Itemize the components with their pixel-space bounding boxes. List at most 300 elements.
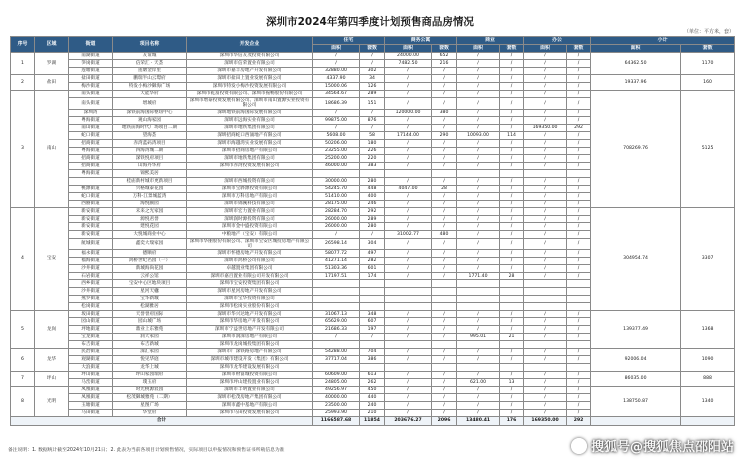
unit-note: （单位：平方米，套）	[683, 29, 734, 35]
apt-units: /	[432, 371, 457, 379]
apt-units: 380	[432, 109, 457, 117]
subtotal-area: 138750.87	[591, 386, 681, 416]
table-row	[11, 52, 735, 60]
subtotal-area: 64362.50	[591, 52, 681, 75]
district-cell: 光明	[35, 386, 69, 416]
header-subtotal: 小计	[591, 37, 735, 45]
apt-area: /	[385, 177, 432, 185]
developer-cell: 深圳市星河房地产开发有限公司	[187, 288, 313, 296]
apt-area: /	[385, 386, 432, 394]
street-cell: 布吉街道	[69, 341, 113, 349]
total-com-units: 176	[500, 417, 524, 426]
total-subtotal-units	[681, 417, 735, 426]
apt-units: /	[432, 318, 457, 326]
com-units: /	[500, 223, 524, 231]
developer-cell: 深圳市宝骅源投资有限公司	[187, 185, 313, 193]
subtotal-area: 92006.04	[591, 348, 681, 371]
res-area: 28284.70	[313, 208, 360, 216]
off-units: /	[567, 200, 591, 208]
res-units: 262	[360, 379, 385, 387]
street-cell: 松岗街道	[69, 303, 113, 311]
com-units	[500, 295, 524, 303]
project-cell: 锦熙美居	[113, 170, 187, 178]
res-area	[313, 280, 360, 288]
street-cell: 马峦街道	[69, 379, 113, 387]
off-area: /	[524, 265, 567, 273]
off-area: /	[524, 386, 567, 394]
project-cell: 园山城广场	[113, 318, 187, 326]
header-units: 套数	[681, 45, 735, 53]
off-area: /	[524, 75, 567, 83]
project-cell: 未来之光家园	[113, 208, 187, 216]
res-units: 704	[360, 348, 385, 356]
developer-cell: 深圳市信荣置业有限公司	[187, 60, 313, 68]
res-area: 17197.51	[313, 272, 360, 280]
com-units: /	[500, 139, 524, 147]
com-area: /	[457, 386, 500, 394]
com-area: /	[457, 394, 500, 402]
project-cell: 兴格城泰花园	[113, 185, 187, 193]
project-cell: 鸿桥世纪名园（一）	[113, 257, 187, 265]
developer-cell: 深圳市华丽股份有限公司、深圳市宝安区城投房地产有限公司	[187, 238, 313, 249]
off-area: /	[524, 401, 567, 409]
com-units: /	[500, 394, 524, 402]
apt-area: /	[385, 90, 432, 98]
off-area	[524, 363, 567, 371]
off-area: /	[524, 139, 567, 147]
project-cell: 鑫奕大瑞家园	[113, 238, 187, 249]
res-units: /	[360, 109, 385, 117]
com-area: /	[457, 257, 500, 265]
developer-cell: 深圳市宝华投资有限公司	[187, 295, 313, 303]
apt-area: 24000.00	[385, 52, 432, 60]
apt-area	[385, 170, 432, 178]
res-units: 280	[360, 223, 385, 231]
off-units: /	[567, 147, 591, 155]
apt-area	[385, 341, 432, 349]
off-area: /	[524, 379, 567, 387]
com-area: /	[457, 200, 500, 208]
total-label: 合计	[11, 417, 313, 426]
com-area: /	[457, 139, 500, 147]
com-area: /	[457, 326, 500, 334]
off-area: /	[524, 223, 567, 231]
row-no: 6	[11, 348, 35, 371]
total-apt-units: 2096	[432, 417, 457, 426]
res-units: /	[360, 231, 385, 239]
developer-cell: 深圳招商蛇口西涌地产有限公司	[187, 132, 313, 140]
apt-units: /	[432, 117, 457, 125]
res-area: 23500.00	[313, 401, 360, 409]
project-cell: 星河天樾	[113, 288, 187, 296]
developer-cell: 深圳市松茂房地产集团有限公司	[187, 394, 313, 402]
res-units: 174	[360, 272, 385, 280]
developer-cell: 深圳市乾富投资有限公司、深圳市振畅股份有限公司	[187, 90, 313, 98]
com-units: /	[500, 208, 524, 216]
total-off-units: 292	[567, 417, 591, 426]
off-units: /	[567, 401, 591, 409]
header-office: 办公	[524, 37, 591, 45]
project-cell: 龙华上城	[113, 363, 187, 371]
developer-cell: 深圳市远海实业有限公司	[187, 117, 313, 125]
com-units: /	[500, 238, 524, 249]
off-area	[524, 170, 567, 178]
res-units: 226	[360, 147, 385, 155]
street-cell: 南山街道	[69, 124, 113, 132]
res-area: 23255.00	[313, 147, 360, 155]
apt-units: /	[432, 310, 457, 318]
com-units: /	[500, 257, 524, 265]
apt-area: 4047.00	[385, 185, 432, 193]
com-area: /	[457, 52, 500, 60]
street-cell: 玉塘街道	[69, 401, 113, 409]
off-area: /	[524, 208, 567, 216]
developer-cell: 深圳市广深铁路房地产有限公司	[187, 348, 313, 356]
street-cell: 蛇口街道	[69, 193, 113, 201]
com-units	[500, 363, 524, 371]
res-units: 440	[360, 394, 385, 402]
total-res-units: 11854	[360, 417, 385, 426]
off-area: /	[524, 257, 567, 265]
com-units: /	[500, 356, 524, 364]
off-units: /	[567, 193, 591, 201]
subtotal-units: 1368	[681, 310, 735, 348]
street-cell: 招商街道	[69, 155, 113, 163]
com-units: /	[500, 67, 524, 75]
apt-area: /	[385, 356, 432, 364]
district-cell: 南山	[35, 90, 69, 208]
res-units	[360, 170, 385, 178]
res-area: 51303.36	[313, 265, 360, 273]
com-area: /	[457, 155, 500, 163]
off-units: /	[567, 215, 591, 223]
com-area: /	[457, 193, 500, 201]
footnote: 备注说明：1. 数据统计截至2024年10月21日；2. 此表为当前各项目计划预售情况，实际项目以申报情况和预售证书所载信息为准	[8, 448, 285, 453]
com-area: 1771.40	[457, 272, 500, 280]
res-units: /	[360, 333, 385, 341]
com-units: 114	[500, 132, 524, 140]
header-area: 面积	[457, 45, 500, 53]
apt-area: /	[385, 257, 432, 265]
res-units: 210	[360, 409, 385, 417]
com-units: /	[500, 386, 524, 394]
developer-cell: 深圳市万科房地产有限公司	[187, 193, 313, 201]
com-units: /	[500, 200, 524, 208]
off-area: /	[524, 272, 567, 280]
com-units: /	[500, 185, 524, 193]
apt-area: /	[385, 117, 432, 125]
res-area: 50206.00	[313, 139, 360, 147]
res-area: /	[313, 52, 360, 60]
off-units: /	[567, 356, 591, 364]
developer-cell: 深圳市海越湾实业发展有限公司	[187, 139, 313, 147]
developer-cell: 深圳市赤湾投资发展有限公司	[187, 162, 313, 170]
header-row-1	[11, 37, 735, 45]
subtotal-units: 1340	[681, 386, 735, 416]
developer-cell: 深圳市地铁集团有限公司	[187, 124, 313, 132]
off-units	[567, 295, 591, 303]
apt-units: /	[432, 250, 457, 258]
total-apt-area: 203676.27	[385, 417, 432, 426]
table-body	[11, 52, 735, 425]
total-com-area: 13480.41	[457, 417, 500, 426]
res-units: 126	[360, 82, 385, 90]
apt-area: 7482.50	[385, 60, 432, 68]
off-area: /	[524, 231, 567, 239]
com-area	[457, 280, 500, 288]
street-cell: 福永街道	[69, 250, 113, 258]
apt-area: 120000.00	[385, 109, 432, 117]
off-area	[524, 280, 567, 288]
street-cell: 招商街道	[69, 162, 113, 170]
off-area: /	[524, 394, 567, 402]
off-units: /	[567, 52, 591, 60]
res-area	[313, 288, 360, 296]
res-area: 18686.39	[313, 98, 360, 109]
apt-area: /	[385, 409, 432, 417]
res-area: 40000.00	[313, 394, 360, 402]
res-area: 15000.06	[313, 82, 360, 90]
res-area: 54245.70	[313, 185, 360, 193]
res-units	[360, 341, 385, 349]
subtotal-units: 888	[681, 371, 735, 386]
apt-units: /	[432, 75, 457, 83]
presale-table	[10, 36, 735, 426]
res-units: 246	[360, 200, 385, 208]
project-cell: 增城府	[113, 98, 187, 109]
res-units: 289	[360, 215, 385, 223]
com-area: /	[457, 401, 500, 409]
com-area	[457, 303, 500, 311]
off-area: /	[524, 185, 567, 193]
off-units: /	[567, 250, 591, 258]
developer-cell: 深圳市松岗实业股份有限公司	[187, 303, 313, 311]
off-units: /	[567, 333, 591, 341]
off-area	[524, 341, 567, 349]
off-area: /	[524, 310, 567, 318]
district-cell: 坪山	[35, 371, 69, 386]
project-cell: 地铁前海时代广场项目二期	[113, 124, 187, 132]
res-area: 30000.00	[313, 177, 360, 185]
off-area: /	[524, 177, 567, 185]
street-cell: 宝龙街道	[69, 333, 113, 341]
street-cell	[69, 177, 113, 185]
apt-units: 28	[432, 185, 457, 193]
res-area	[313, 341, 360, 349]
res-units: 151	[360, 98, 385, 109]
apt-units: /	[432, 200, 457, 208]
project-cell: 布吉新城	[113, 341, 187, 349]
res-units: 289	[360, 90, 385, 98]
project-cell: 松茂御城雅苑（二期）	[113, 394, 187, 402]
apt-area: /	[385, 333, 432, 341]
project-cell: 星图广场	[113, 401, 187, 409]
com-units: /	[500, 60, 524, 68]
com-units: /	[500, 401, 524, 409]
apt-units: 652	[432, 52, 457, 60]
developer-cell: 深圳市鑫中基地产有限公司	[187, 401, 313, 409]
watermark	[571, 436, 734, 455]
apt-units: /	[432, 82, 457, 90]
developer-cell: 深圳市华房地产开发有限公司	[187, 318, 313, 326]
com-units: /	[500, 310, 524, 318]
off-area: 169350.00	[524, 124, 567, 132]
com-area: /	[457, 231, 500, 239]
apt-area: /	[385, 147, 432, 155]
res-units: 197	[360, 326, 385, 334]
com-area: /	[457, 371, 500, 379]
project-cell: 松湖雅居	[113, 303, 187, 311]
off-units: /	[567, 185, 591, 193]
apt-units: /	[432, 139, 457, 147]
apt-units: /	[432, 98, 457, 109]
apt-units: /	[432, 386, 457, 394]
street-cell: 航城街道	[69, 238, 113, 249]
res-units: 450	[360, 386, 385, 394]
com-area	[457, 363, 500, 371]
street-cell: 南湖街道	[69, 52, 113, 60]
street-cell: 新安街道	[69, 223, 113, 231]
off-area: /	[524, 318, 567, 326]
developer-cell	[187, 170, 313, 178]
off-units: 292	[567, 124, 591, 132]
street-cell: 粤海街道	[69, 117, 113, 125]
project-cell: 深铁悦府项目	[113, 155, 187, 163]
developer-cell: 深圳市宏力置业有限公司	[187, 208, 313, 216]
off-units: /	[567, 132, 591, 140]
header-apartment: 商务公寓	[385, 37, 457, 45]
street-cell: 观湖街道	[69, 356, 113, 364]
res-units: 282	[360, 257, 385, 265]
subtotal-area: 708269.76	[591, 90, 681, 208]
sohu-logo-icon	[571, 438, 587, 454]
com-units: /	[500, 348, 524, 356]
res-area: 65629.00	[313, 318, 360, 326]
street-cell: 桃源街道	[69, 185, 113, 193]
off-area: /	[524, 147, 567, 155]
developer-cell: 卓越置业集团有限公司	[187, 265, 313, 273]
district-cell: 盐田	[35, 75, 69, 90]
apt-units: /	[432, 208, 457, 216]
com-area: /	[457, 67, 500, 75]
com-units: /	[500, 90, 524, 98]
street-cell: 粤海街道	[69, 147, 113, 155]
street-cell: 石岩街道	[69, 272, 113, 280]
off-units: /	[567, 409, 591, 417]
com-units: /	[500, 371, 524, 379]
com-area	[457, 341, 500, 349]
header-units: 套数	[567, 45, 591, 53]
street-cell: 沙井街道	[69, 288, 113, 296]
com-area: /	[457, 75, 500, 83]
res-units: 400	[360, 193, 385, 201]
apt-units: /	[432, 90, 457, 98]
developer-cell: 深圳市华兴达地产开发有限公司	[187, 310, 313, 318]
apt-units: 480	[432, 231, 457, 239]
com-area: /	[457, 124, 500, 132]
header-no: 序号	[11, 37, 35, 53]
off-units: /	[567, 257, 591, 265]
res-units: 601	[360, 265, 385, 273]
res-area: 31067.13	[313, 310, 360, 318]
developer-cell: 深圳市西城投资有限公司	[187, 177, 313, 185]
res-area: 28175.00	[313, 200, 360, 208]
off-units	[567, 170, 591, 178]
street-cell: 粤海街道	[69, 170, 113, 178]
project-cell: 山海丹华府	[113, 162, 187, 170]
res-units: 302	[360, 67, 385, 75]
com-units	[500, 288, 524, 296]
off-area: /	[524, 60, 567, 68]
project-cell: 璞玉府	[113, 379, 187, 387]
street-cell: 沙井街道	[69, 265, 113, 273]
off-units: /	[567, 310, 591, 318]
off-area: /	[524, 215, 567, 223]
apt-area: /	[385, 223, 432, 231]
com-units: /	[500, 250, 524, 258]
com-area: /	[457, 238, 500, 249]
header-units: 套数	[360, 45, 385, 53]
com-units: /	[500, 177, 524, 185]
project-cell: 观山海家园	[113, 117, 187, 125]
off-units	[567, 341, 591, 349]
com-units: 28	[500, 272, 524, 280]
com-area: /	[457, 409, 500, 417]
table-row	[11, 208, 735, 216]
developer-cell: 中粮地产（宝安）有限公司	[187, 231, 313, 239]
header-project: 项目名称	[113, 37, 187, 53]
com-units: /	[500, 265, 524, 273]
res-units	[360, 363, 385, 371]
off-units: /	[567, 67, 591, 75]
off-units: /	[567, 162, 591, 170]
off-area	[524, 295, 567, 303]
res-area: 99875.00	[313, 117, 360, 125]
developer-cell: 深圳市润深房地产有限公司	[187, 333, 313, 341]
apt-area: /	[385, 215, 432, 223]
com-units: /	[500, 147, 524, 155]
apt-area: /	[385, 98, 432, 109]
res-area: 49256.97	[313, 386, 360, 394]
apt-units: /	[432, 356, 457, 364]
table-row	[11, 90, 735, 98]
off-units: /	[567, 177, 591, 185]
developer-cell: 深圳市嘉百置业有限公司开发有限公司	[187, 272, 313, 280]
off-area: /	[524, 98, 567, 109]
project-cell: 宝安中心区地块项目	[113, 280, 187, 288]
project-cell: 宝华新城	[113, 295, 187, 303]
com-units: /	[500, 409, 524, 417]
project-cell: 时光桃源宸园	[113, 386, 187, 394]
developer-cell: 深圳市宁益世房地产开发有限公司	[187, 326, 313, 334]
com-units: /	[500, 98, 524, 109]
off-area: /	[524, 200, 567, 208]
developer-cell: 深圳市财富城投资有限公司	[187, 371, 313, 379]
apt-area: /	[385, 200, 432, 208]
project-cell: 云祥公馆	[113, 272, 187, 280]
project-cell: 悦见华庭	[113, 356, 187, 364]
header-street: 街道	[69, 37, 113, 53]
developer-cell: 深圳市城市建设开发（集团）有限公司	[187, 356, 313, 364]
developer-cell: 深圳市怀德房地产开发有限公司	[187, 250, 313, 258]
apt-area: /	[385, 75, 432, 83]
res-area	[313, 170, 360, 178]
com-units: 13	[500, 379, 524, 387]
street-cell: 深圳湾	[69, 109, 113, 117]
com-area: /	[457, 250, 500, 258]
res-units: 607	[360, 318, 385, 326]
total-res-area: 1166587.68	[313, 417, 360, 426]
